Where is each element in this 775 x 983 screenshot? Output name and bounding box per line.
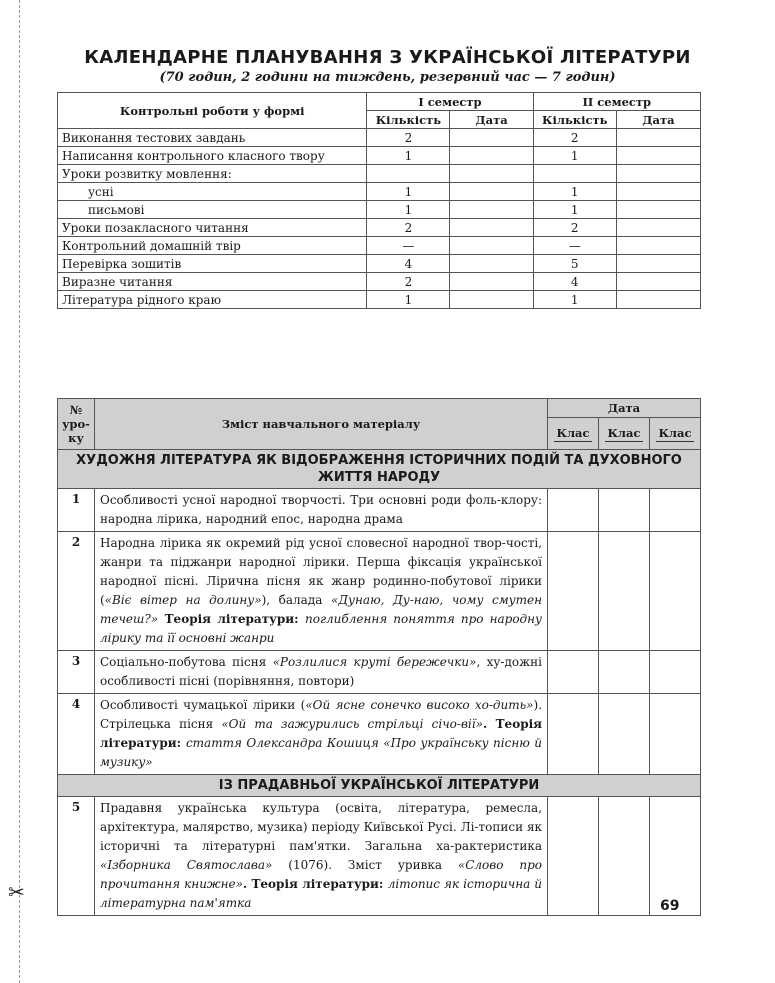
- sem1-date: [450, 291, 533, 309]
- lesson-number: 3: [58, 651, 95, 694]
- sem1-count: 1: [367, 291, 450, 309]
- lesson-text-segment: «Розлилися круті бережечки»: [272, 655, 477, 669]
- lesson-text-segment: «Ой ясне сонечко високо хо-дить»: [305, 698, 534, 712]
- date-cell: [649, 489, 700, 532]
- lesson-text-segment: Соціально-побутова пісня: [99, 655, 273, 669]
- header-sem2: II семестр: [533, 93, 700, 111]
- date-cell: [649, 694, 700, 775]
- header-form: Контрольні роботи у формі: [58, 93, 367, 129]
- lesson-text-segment: Особливості чумацької лірики (: [99, 698, 306, 712]
- lesson-text-segment: «Слово про прочитання книжне»: [99, 858, 543, 891]
- control-row: [58, 237, 701, 255]
- control-works-table: [57, 92, 701, 309]
- lesson-row: [58, 797, 701, 916]
- lesson-number: 2: [58, 532, 95, 651]
- date-cell: [649, 651, 700, 694]
- date-cell: [649, 532, 700, 651]
- scissors-icon: ✂: [8, 880, 25, 904]
- sem2-date: [616, 183, 700, 201]
- sem1-date: [450, 273, 533, 291]
- lesson-text-segment: «Віє вітер на долину»: [104, 593, 262, 607]
- date-cell: [599, 532, 650, 651]
- sem1-date: [450, 165, 533, 183]
- header-sem1: I семестр: [367, 93, 533, 111]
- sem1-count: 1: [367, 147, 450, 165]
- row-label: усні: [58, 183, 367, 201]
- sem1-date: [450, 255, 533, 273]
- sem1-count: 2: [367, 129, 450, 147]
- header-lesson-number: № уро-ку: [58, 399, 95, 450]
- lesson-text-segment: . Теорія літератури:: [242, 877, 388, 891]
- header-count: Кількість: [367, 111, 450, 129]
- lesson-text-segment: , ху-дожні особливості пісні (порівняння, повтори): [99, 655, 543, 688]
- sem2-count: 2: [533, 129, 616, 147]
- lesson-text-segment: «Дунаю, Ду-наю, чому смутен течеш?»: [99, 593, 543, 626]
- sem2-count: 1: [533, 147, 616, 165]
- control-row: [58, 219, 701, 237]
- sem1-count: 4: [367, 255, 450, 273]
- date-cell: [548, 489, 599, 532]
- sem2-date: [616, 201, 700, 219]
- row-label: Уроки розвитку мовлення:: [58, 165, 367, 183]
- row-label: Перевірка зошитів: [58, 255, 367, 273]
- sem1-count: 1: [367, 201, 450, 219]
- date-cell: [548, 532, 599, 651]
- sem2-count: 1: [533, 291, 616, 309]
- sem2-date: [616, 237, 700, 255]
- sem2-count: 5: [533, 255, 616, 273]
- control-row: [58, 129, 701, 147]
- header-count: Кількість: [533, 111, 616, 129]
- row-label: Написання контрольного класного твору: [58, 147, 367, 165]
- header-date: Дата: [450, 111, 533, 129]
- date-cell: [548, 694, 599, 775]
- sem1-count: 1: [367, 183, 450, 201]
- cut-line: [19, 0, 20, 983]
- header-class: Клас: [548, 418, 599, 450]
- sem2-date: [616, 147, 700, 165]
- lesson-text-segment: поглиблення поняття про народну лірику та її основні жанри: [99, 612, 543, 645]
- header-class: Клас: [649, 418, 700, 450]
- sem2-count: 1: [533, 201, 616, 219]
- lesson-row: [58, 651, 701, 694]
- lesson-text-segment: Народна лірика як окремий рід усної словесної народної твор-чості, жанри та піджанри народної лірики. Перша фіксація української народної пісні. Лірична пісня як жанр родинно-побутової лірики (: [99, 536, 543, 607]
- page-title: КАЛЕНДАРНЕ ПЛАНУВАННЯ З УКРАЇНСЬКОЇ ЛІТЕРАТУРИ: [84, 47, 691, 68]
- lesson-content: [94, 489, 547, 532]
- lesson-row: [58, 489, 701, 532]
- lesson-text-segment: (1076). Зміст уривка: [272, 858, 458, 872]
- sem1-date: [450, 201, 533, 219]
- sem2-count: [533, 165, 616, 183]
- page-subtitle: (70 годин, 2 години на тиждень, резервний час — 7 годин): [159, 70, 616, 85]
- section-heading: ІЗ ПРАДАВНЬОЇ УКРАЇНСЬКОЇ ЛІТЕРАТУРИ: [58, 775, 701, 797]
- sem2-count: 4: [533, 273, 616, 291]
- date-cell: [548, 797, 599, 916]
- date-cell: [599, 489, 650, 532]
- lesson-content: [94, 651, 547, 694]
- sem2-date: [616, 291, 700, 309]
- page-number: 69: [660, 898, 680, 914]
- date-cell: [548, 651, 599, 694]
- lesson-text-segment: Теорія літератури:: [158, 612, 305, 626]
- section-heading: ХУДОЖНЯ ЛІТЕРАТУРА ЯК ВІДОБРАЖЕННЯ ІСТОРИЧНИХ ПОДІЙ ТА ДУХОВНОГО ЖИТТЯ НАРОДУ: [58, 450, 701, 489]
- lesson-text-segment: «Ізборника Святослава»: [99, 858, 273, 872]
- lesson-text-segment: Прадавня українська культура (освіта, література, ремесла, архітектура, малярство, музика) періоду Київської Русі. Лі-тописи як історичні та літературні пам'ятки. Загальна ха-рактеристика: [99, 801, 543, 853]
- sem1-count: 2: [367, 273, 450, 291]
- sem1-date: [450, 147, 533, 165]
- lesson-number: 5: [58, 797, 95, 916]
- control-row: [58, 273, 701, 291]
- sem1-count: 2: [367, 219, 450, 237]
- lesson-text-segment: Особливості усної народної творчості. Три основні роди фоль-клору: народна лірика, народний епос, народна драма: [99, 493, 543, 526]
- sem2-count: 2: [533, 219, 616, 237]
- control-row: [58, 201, 701, 219]
- lesson-text-segment: . Теорія літератури:: [99, 717, 543, 750]
- lesson-row: [58, 694, 701, 775]
- sem1-count: [367, 165, 450, 183]
- date-cell: [599, 694, 650, 775]
- row-label: Виконання тестових завдань: [58, 129, 367, 147]
- lesson-text-segment: «Ой та зажурились стрільці січо-вії»: [221, 717, 483, 731]
- sem2-date: [616, 273, 700, 291]
- sem2-date: [616, 165, 700, 183]
- lesson-row: [58, 532, 701, 651]
- sem2-date: [616, 129, 700, 147]
- lessons-table: [57, 398, 701, 916]
- date-cell: [599, 797, 650, 916]
- control-row: [58, 255, 701, 273]
- row-label: Література рідного краю: [58, 291, 367, 309]
- row-label: Уроки позакласного читання: [58, 219, 367, 237]
- sem1-date: [450, 183, 533, 201]
- lesson-text-segment: ), балада: [261, 593, 331, 607]
- row-label: Виразне читання: [58, 273, 367, 291]
- sem1-date: [450, 237, 533, 255]
- header-date: Дата: [548, 399, 701, 418]
- sem2-count: 1: [533, 183, 616, 201]
- row-label: письмові: [58, 201, 367, 219]
- lesson-content: [94, 532, 547, 651]
- control-row: [58, 165, 701, 183]
- date-cell: [599, 651, 650, 694]
- lesson-text-segment: літопис як історична й літературна пам'ятка: [99, 877, 543, 910]
- header-class: Клас: [599, 418, 650, 450]
- sem1-count: —: [367, 237, 450, 255]
- lesson-text-segment: ). Стрілецька пісня: [99, 698, 543, 731]
- row-label: Контрольний домашній твір: [58, 237, 367, 255]
- sem2-date: [616, 255, 700, 273]
- control-row: [58, 291, 701, 309]
- sem1-date: [450, 129, 533, 147]
- lesson-content: [94, 797, 547, 916]
- header-date: Дата: [616, 111, 700, 129]
- lesson-number: 4: [58, 694, 95, 775]
- sem1-date: [450, 219, 533, 237]
- sem2-date: [616, 219, 700, 237]
- lesson-text-segment: стаття Олександра Кошиця «Про українську пісню й музику»: [99, 736, 543, 769]
- control-row: [58, 183, 701, 201]
- header-content: Зміст навчального матеріалу: [94, 399, 547, 450]
- control-row: [58, 147, 701, 165]
- sem2-count: —: [533, 237, 616, 255]
- lesson-content: [94, 694, 547, 775]
- lesson-number: 1: [58, 489, 95, 532]
